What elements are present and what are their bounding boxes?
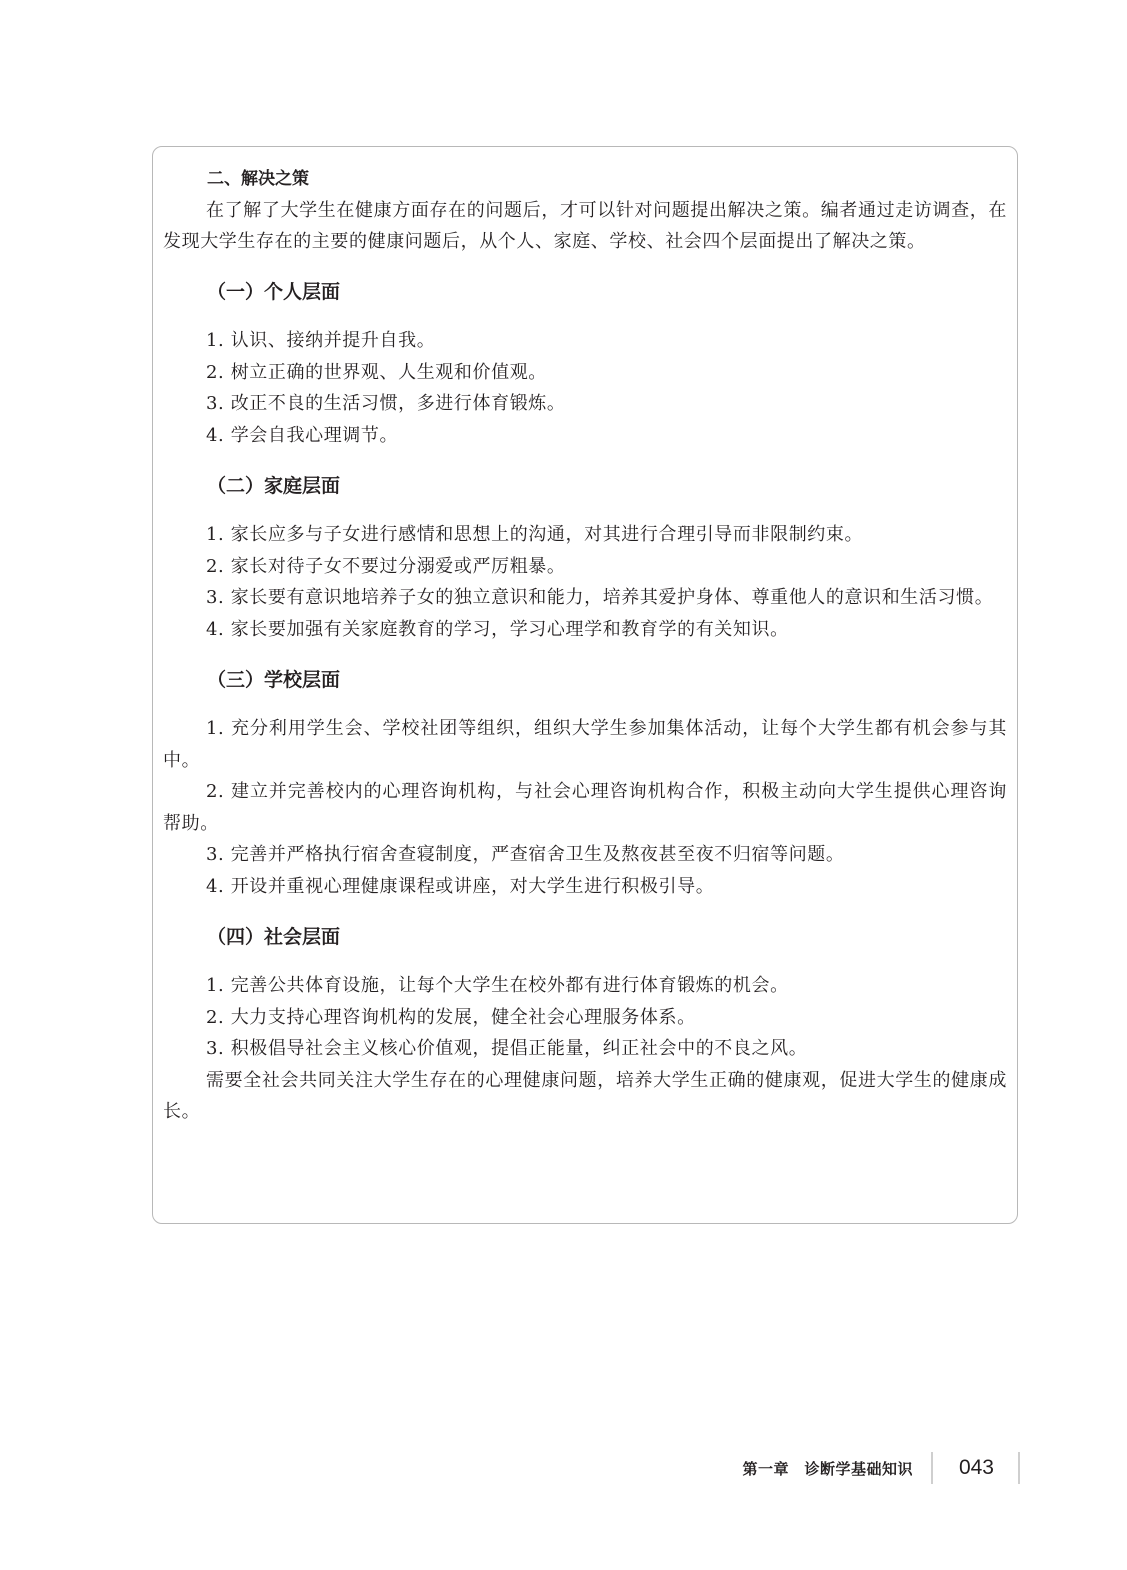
list-item: 1. 认识、接纳并提升自我。 — [206, 330, 436, 351]
list-item: 3. 完善并严格执行宿舍查寝制度，严查宿舍卫生及熬夜甚至夜不归宿等问题。 — [206, 844, 845, 865]
list-item: 1. 家长应多与子女进行感情和思想上的沟通，对其进行合理引导而非限制约束。 — [206, 524, 864, 545]
subsection-heading-personal: （一）个人层面 — [207, 281, 341, 303]
subsection-heading-society: （四）社会层面 — [207, 926, 341, 948]
list-item: 3. 改正不良的生活习惯，多进行体育锻炼。 — [206, 393, 566, 414]
list-item: 1. 完善公共体育设施，让每个大学生在校外都有进行体育锻炼的机会。 — [206, 975, 789, 996]
section-heading: 二、解决之策 — [207, 169, 309, 189]
list-item: 4. 开设并重视心理健康课程或讲座，对大学生进行积极引导。 — [206, 875, 715, 897]
content-box — [152, 146, 1018, 1224]
intro-paragraph: 在了解了大学生在健康方面存在的问题后，才可以针对问题提出解决之策。编者通过走访调查，在发现大学生存在的主要的健康问题后，从个人、家庭、学校、社会四个层面提出了解决之策。 — [163, 200, 1007, 252]
closing-paragraph: 需要全社会共同关注大学生存在的心理健康问题，培养大学生正确的健康观，促进大学生的健康成长。 — [163, 1069, 1007, 1122]
chapter-title: 第一章 诊断学基础知识 — [742, 1459, 913, 1478]
footer-edge-bar — [1018, 1452, 1020, 1484]
list-item: 2. 大力支持心理咨询机构的发展，健全社会心理服务体系。 — [206, 1006, 696, 1028]
subsection-heading-school: （三）学校层面 — [207, 669, 341, 691]
subsection-heading-family: （二）家庭层面 — [207, 475, 341, 497]
list-item: 3. 家长要有意识地培养子女的独立意识和能力，培养其爱护身体、尊重他人的意识和生活习惯。 — [206, 587, 994, 608]
list-item: 2. 树立正确的世界观、人生观和价值观。 — [206, 361, 547, 383]
page-footer — [742, 1452, 1020, 1484]
list-item: 3. 积极倡导社会主义核心价值观，提倡正能量，纠正社会中的不良之风。 — [206, 1038, 808, 1059]
list-item: 2. 建立并完善校内的心理咨询机构，与社会心理咨询机构合作，积极主动向大学生提供心理咨询帮助。 — [163, 781, 1007, 834]
list-item: 4. 学会自我心理调节。 — [206, 424, 399, 446]
list-item: 2. 家长对待子女不要过分溺爱或严厉粗暴。 — [206, 555, 566, 577]
footer-divider — [931, 1452, 933, 1484]
list-item: 4. 家长要加强有关家庭教育的学习，学习心理学和教育学的有关知识。 — [206, 618, 789, 640]
page-number: 043 — [958, 1456, 994, 1479]
list-item: 1. 充分利用学生会、学校社团等组织，组织大学生参加集体活动，让每个大学生都有机会参与其中。 — [163, 718, 1007, 771]
